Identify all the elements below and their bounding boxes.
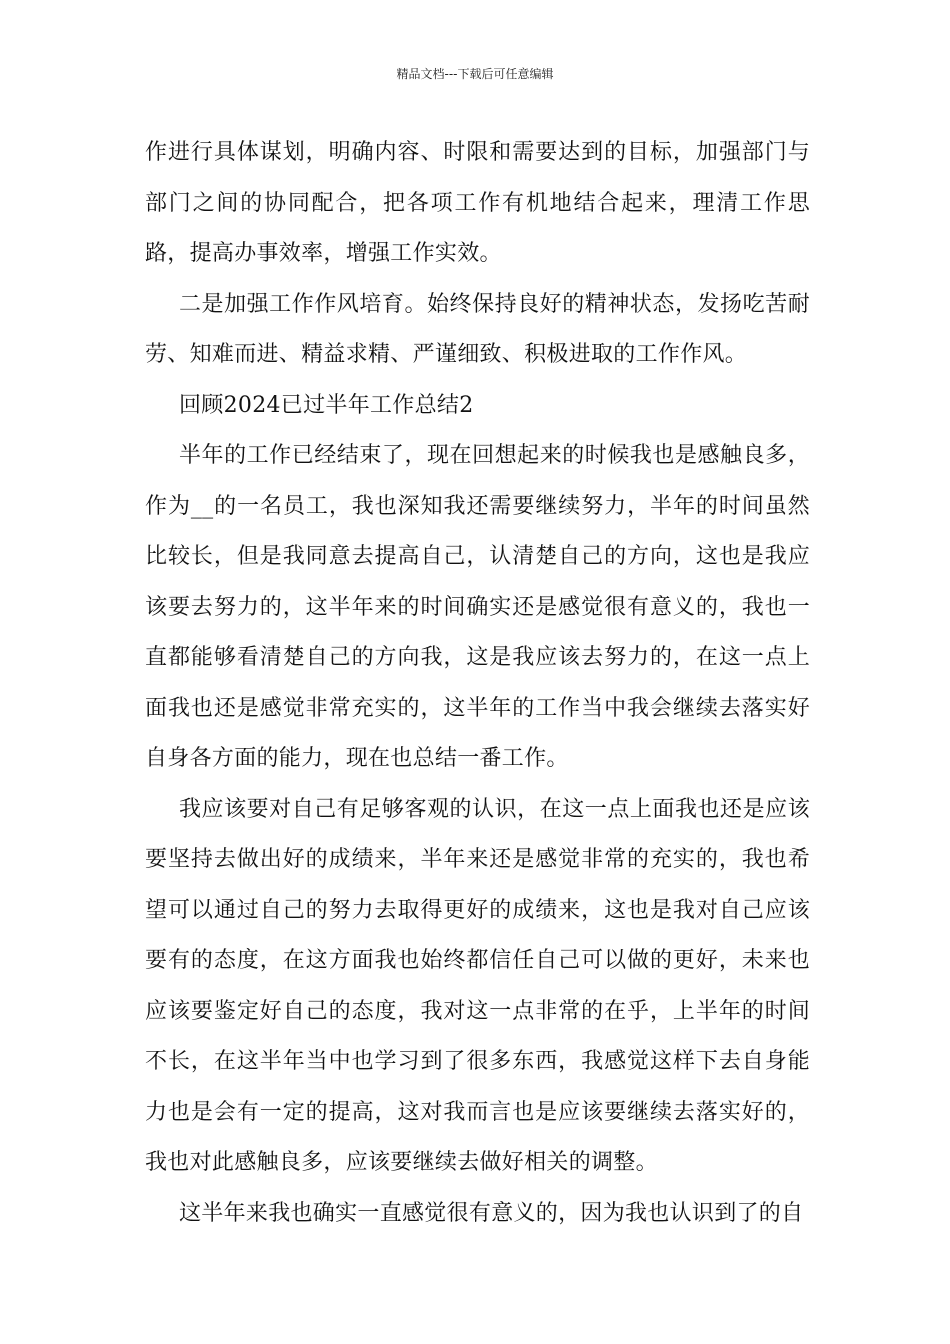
paragraph-half-year-review: 半年的工作已经结束了，现在回想起来的时候我也是感触良多，作为__的一名员工，我也深知我还需要继续努力，半年的时间虽然比较长，但是我同意去提高自己，认清楚自己的方向，这也是我应该要去努力的，这半年来的时间确实还是感觉很有意义的，我也一直都能够看清楚自己的方向我，这是我应该去努力的，在这一点上面我也还是感觉非常充实的，这半年的工作当中我会继续去落实好自身各方面的能力，现在也总结一番工作。 <box>145 443 810 771</box>
paragraph-work-style: 二是加强工作作风培育。始终保持良好的精神状态，发扬吃苦耐劳、知难而进、精益求精、严谨细致、积极进取的工作作风。 <box>145 291 810 367</box>
document-body <box>145 128 810 1239</box>
paragraph-meaningful: 这半年来我也确实一直感觉很有意义的，因为我也认识到了的自 <box>179 1200 804 1226</box>
paragraph-self-awareness: 我应该要对自己有足够客观的认识，在这一点上面我也还是应该要坚持去做出好的成绩来，半年来还是感觉非常的充实的，我也希望可以通过自己的努力去取得更好的成绩来，这也是我对自己应该要有的态度，在这方面我也始终都信任自己可以做的更好，未来也应该要鉴定好自己的态度，我对这一点非常的在乎，上半年的时间不长，在这半年当中也学习到了很多东西，我感觉这样下去自身能力也是会有一定的提高，这对我而言也是应该要继续去落实好的，我也对此感触良多，应该要继续去做好相关的调整。 <box>145 796 810 1175</box>
section-heading: 回顾2024已过半年工作总结2 <box>179 392 474 418</box>
paragraph-continuation: 作进行具体谋划，明确内容、时限和需要达到的目标，加强部门与部门之间的协同配合，把各项工作有机地结合起来，理清工作思路，提高办事效率，增强工作实效。 <box>145 140 810 266</box>
page-header: 精品文档---下载后可任意编辑 <box>396 67 554 81</box>
